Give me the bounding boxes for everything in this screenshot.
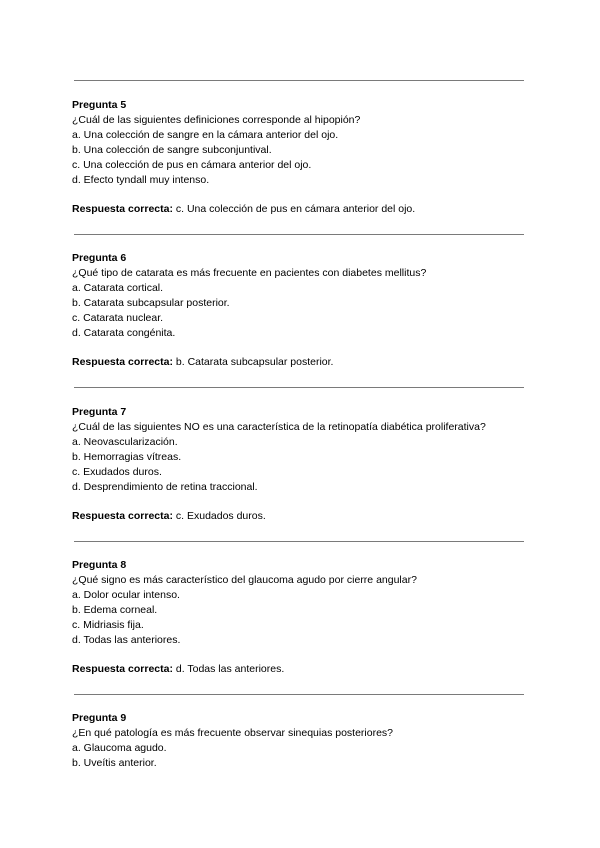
question-title: Pregunta 6 bbox=[72, 252, 127, 264]
option-d: d. Todas las anteriores. bbox=[72, 634, 181, 646]
option-b: b. Edema corneal. bbox=[72, 604, 158, 616]
question-8 bbox=[72, 558, 532, 677]
option-c: c. Catarata nuclear. bbox=[72, 312, 164, 324]
question-7 bbox=[72, 405, 532, 524]
divider bbox=[74, 234, 524, 235]
option-a: a. Catarata cortical. bbox=[72, 282, 164, 294]
correct-answer bbox=[72, 355, 532, 370]
option-c: c. Midriasis fija. bbox=[72, 619, 144, 631]
option-b: b. Hemorragias vítreas. bbox=[72, 451, 182, 463]
question-title: Pregunta 5 bbox=[72, 99, 127, 111]
answer-label: Respuesta correcta: bbox=[72, 663, 173, 675]
question-text: ¿Qué tipo de catarata es más frecuente en pacientes con diabetes mellitus? bbox=[72, 267, 427, 279]
question-6 bbox=[72, 251, 532, 370]
question-text: ¿Qué signo es más característico del glaucoma agudo por cierre angular? bbox=[72, 574, 417, 586]
option-a: a. Neovascularización. bbox=[72, 436, 178, 448]
divider bbox=[74, 80, 524, 81]
question-5 bbox=[72, 98, 532, 217]
answer-label: Respuesta correcta: bbox=[72, 510, 173, 522]
answer-text: c. Exudados duros. bbox=[175, 510, 266, 522]
option-d: d. Efecto tyndall muy intenso. bbox=[72, 174, 210, 186]
divider bbox=[74, 387, 524, 388]
option-a: a. Dolor ocular intenso. bbox=[72, 589, 180, 601]
option-b: b. Catarata subcapsular posterior. bbox=[72, 297, 230, 309]
option-b: b. Uveítis anterior. bbox=[72, 757, 157, 769]
correct-answer bbox=[72, 202, 532, 217]
answer-text: b. Catarata subcapsular posterior. bbox=[175, 356, 334, 368]
question-text: ¿Cuál de las siguientes NO es una característica de la retinopatía diabética proliferativa? bbox=[72, 421, 486, 433]
option-d: d. Desprendimiento de retina traccional. bbox=[72, 481, 258, 493]
question-text: ¿En qué patología es más frecuente observar sinequias posteriores? bbox=[72, 727, 394, 739]
answer-label: Respuesta correcta: bbox=[72, 356, 173, 368]
question-text: ¿Cuál de las siguientes definiciones corresponde al hipopión? bbox=[72, 114, 361, 126]
question-title: Pregunta 9 bbox=[72, 712, 127, 724]
option-b: b. Una colección de sangre subconjuntival. bbox=[72, 144, 272, 156]
answer-text: d. Todas las anteriores. bbox=[175, 663, 285, 675]
answer-text: c. Una colección de pus en cámara anterior del ojo. bbox=[175, 203, 416, 215]
option-c: c. Una colección de pus en cámara anterior del ojo. bbox=[72, 159, 312, 171]
divider bbox=[74, 694, 524, 695]
answer-label: Respuesta correcta: bbox=[72, 203, 173, 215]
option-a: a. Glaucoma agudo. bbox=[72, 742, 167, 754]
option-c: c. Exudados duros. bbox=[72, 466, 162, 478]
question-title: Pregunta 7 bbox=[72, 406, 127, 418]
option-a: a. Una colección de sangre en la cámara anterior del ojo. bbox=[72, 129, 339, 141]
question-9 bbox=[72, 711, 532, 771]
divider bbox=[74, 541, 524, 542]
question-title: Pregunta 8 bbox=[72, 559, 127, 571]
option-d: d. Catarata congénita. bbox=[72, 327, 176, 339]
correct-answer bbox=[72, 662, 532, 677]
correct-answer bbox=[72, 509, 532, 524]
